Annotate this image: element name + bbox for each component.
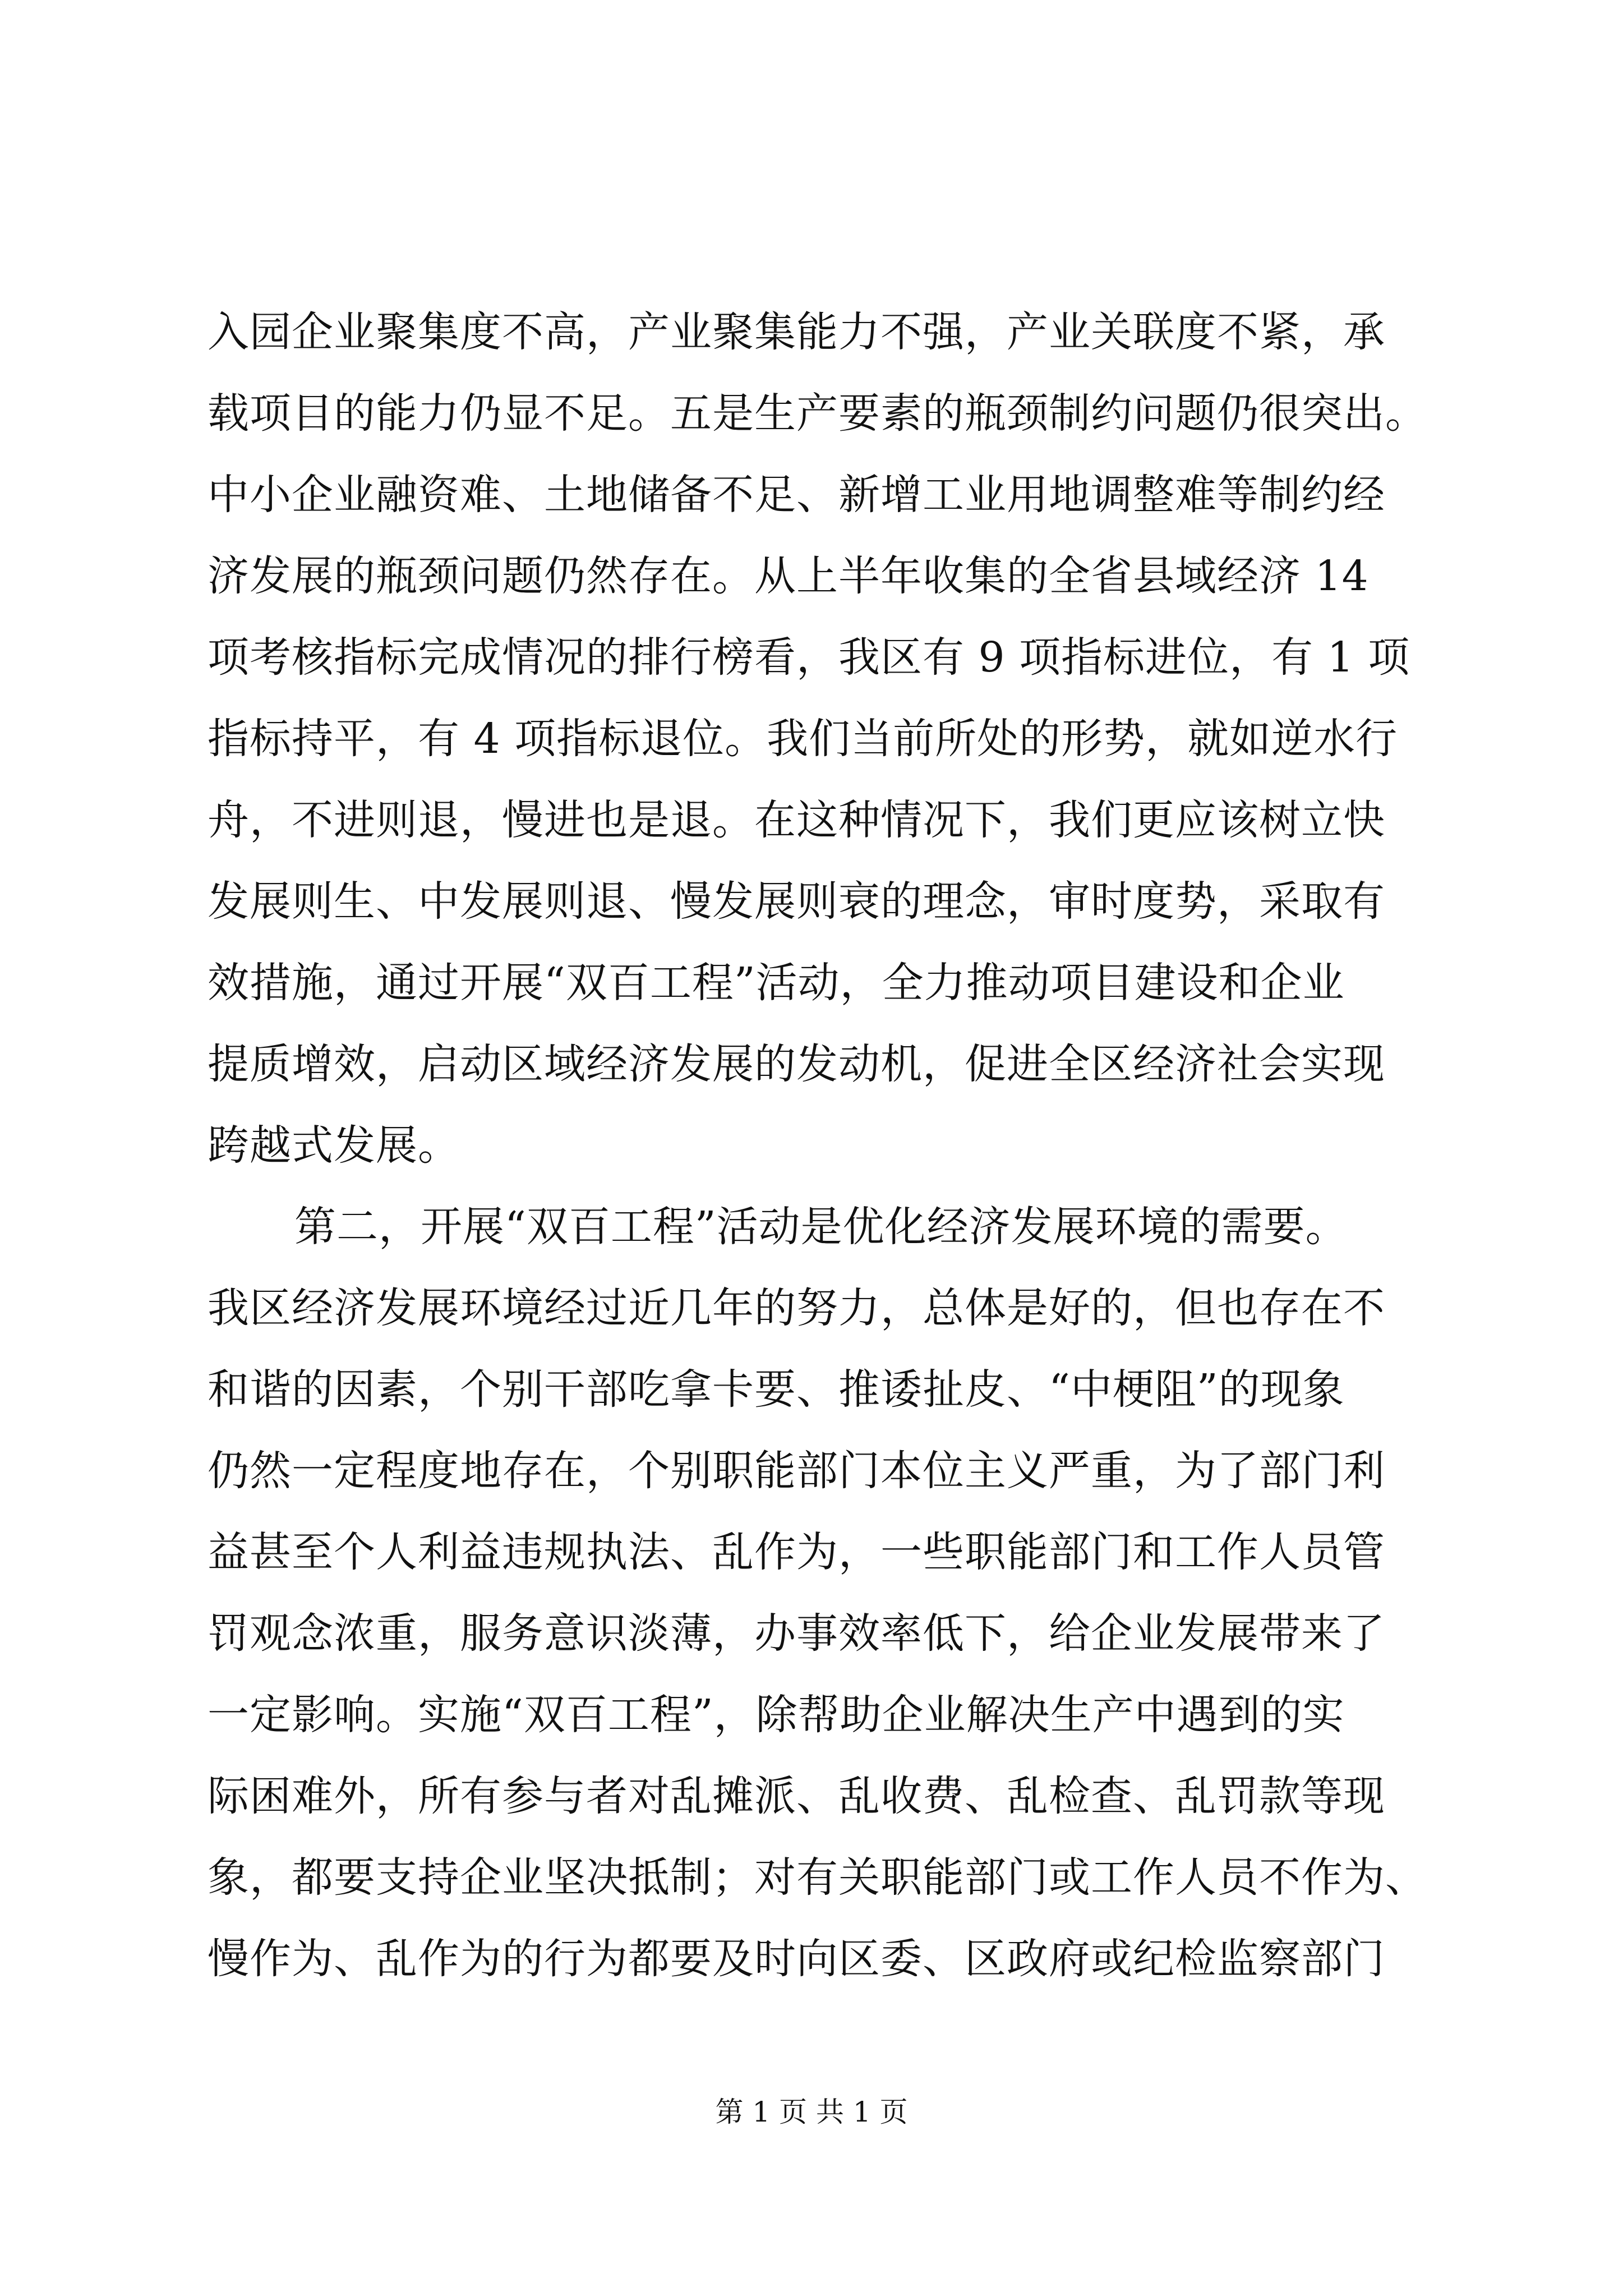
text-line: 益甚至个人利益违规执法、乱作为，一些职能部门和工作人员管 [208, 1528, 1385, 1576]
text-line: 一定影响。实施“双百工程”，除帮助企业解决生产中遇到的实 [208, 1691, 1345, 1739]
text-line: 指标持平，有 4 项指标退位。我们当前所处的形势，就如逆水行 [208, 715, 1398, 763]
text-line: 舟，不进则退，慢进也是退。在这种情况下，我们更应该树立快 [208, 796, 1385, 844]
page-number-label: 第 1 页 共 1 页 [715, 2096, 908, 2128]
text-line: 济发展的瓶颈问题仍然存在。从上半年收集的全省县域经济 14 [208, 552, 1369, 600]
text-line: 和谐的因素，个别干部吃拿卡要、推诿扯皮、“中梗阻”的现象 [208, 1365, 1345, 1414]
text-line: 提质增效，启动区域经济发展的发动机，促进全区经济社会实现 [208, 1040, 1385, 1088]
text-line: 中小企业融资难、土地储备不足、新增工业用地调整难等制约经 [208, 471, 1385, 519]
text-line: 项考核指标完成情况的排行榜看，我区有 9 项指标进位，有 1 项 [208, 633, 1410, 682]
body-text [208, 292, 1441, 2000]
text-line: 效措施，通过开展“双百工程”活动，全力推动项目建设和企业 [208, 959, 1345, 1007]
text-line: 际困难外，所有参与者对乱摊派、乱收费、乱检查、乱罚款等现 [208, 1772, 1385, 1820]
text-line: 象，都要支持企业坚决抵制；对有关职能部门或工作人员不作为、 [208, 1853, 1427, 1902]
text-line: 载项目的能力仍显不足。五是生产要素的瓶颈制约问题仍很突出。 [208, 389, 1427, 438]
text-line: 慢作为、乱作为的行为都要及时向区委、区政府或纪检监察部门 [208, 1935, 1385, 1983]
text-line: 发展则生、中发展则退、慢发展则衰的理念，审时度势，采取有 [208, 877, 1385, 926]
text-line: 跨越式发展。 [208, 1121, 460, 1170]
text-line: 我区经济发展环境经过近几年的努力，总体是好的，但也存在不 [208, 1284, 1385, 1332]
page-footer [0, 2095, 1623, 2129]
text-line: 仍然一定程度地存在，个别职能部门本位主义严重，为了部门利 [208, 1447, 1385, 1495]
text-line: 罚观念浓重，服务意识淡薄，办事效率低下，给企业发展带来了 [208, 1609, 1385, 1658]
text-line: 入园企业聚集度不高，产业聚集能力不强，产业关联度不紧，承 [208, 308, 1385, 356]
paragraph-start-line: 第二，开展“双百工程”活动是优化经济发展环境的需要。 [294, 1203, 1348, 1251]
